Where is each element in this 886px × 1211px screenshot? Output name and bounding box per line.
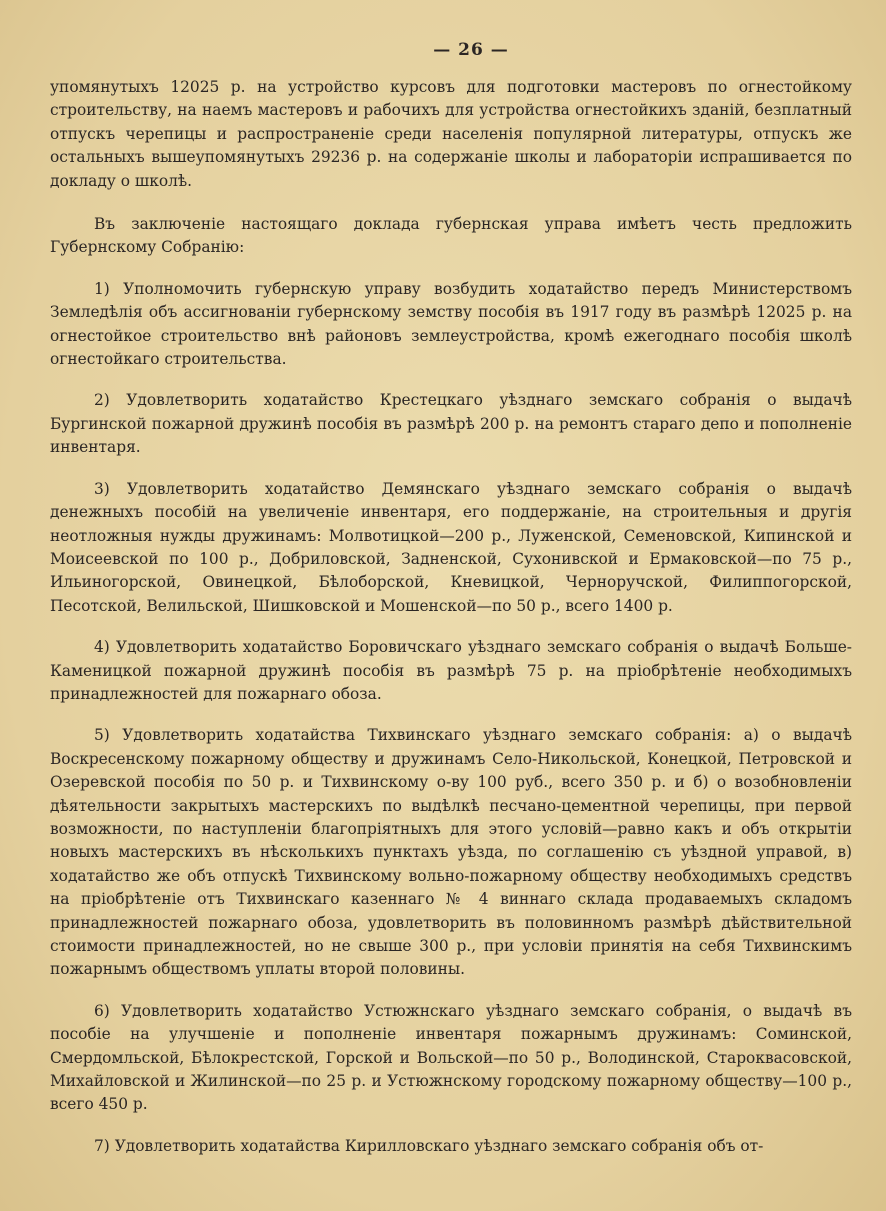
paragraph-item-5: 5) Удовлетворить ходатайства Тихвинскаго уѣзднаго земскаго собранія: а) о выдачѣ Воскресенскому пожарному обществу и дружинамъ Село-Никольской, Конецкой, Петровской и Озеревской пособія по 50 р. и Тихвинскому о-ву 100 руб., всего 350 р. и б) о возобновленіи дѣятельности закрытыхъ мастерскихъ по выдѣлкѣ песчано-цементной черепицы, при первой возможности, по наступленіи благопріятныхъ для этого условій—равно какъ и объ открытіи новыхъ мастерскихъ въ нѣсколькихъ пунктахъ уѣзда, по соглашенію съ уѣздной управой, в) ходатайство же объ отпускѣ Тихвинскому вольно-пожарному обществу необходимыхъ средствъ на пріобрѣтеніе отъ Тихвинскаго казеннаго № 4 виннаго склада продаваемыхъ складомъ принадлежностей пожарнаго обоза, удовлетворить въ половинномъ размѣрѣ дѣйствительной стоимости принадлежностей, но не свыше 300 р., при условіи принятія на себя Тихвинскимъ пожарнымъ обществомъ уплаты второй половины. — [50, 726, 852, 979]
paragraph-item-4: 4) Удовлетворить ходатайство Боровичскаго уѣзднаго земскаго собранія о выдачѣ Больше-Каменицкой пожарной дружинѣ пособія въ размѣрѣ 75 р. на пріобрѣтеніе необходимыхъ принадлежностей для пожарнаго обоза. — [50, 638, 852, 703]
paragraph-item-3: 3) Удовлетворить ходатайство Демянскаго уѣзднаго земскаго собранія о выдачѣ денежныхъ пособій на увеличеніе инвентаря, его поддержаніе, на строительныя и другія неотложныя нужды дружинамъ: Молвотицкой—200 р., Луженской, Семеновской, Кипинской и Моисеевской по 100 р., Добриловской, Задненской, Сухонивской и Ермаковской—по 75 р., Ильиногорской, Овинецкой, Бѣлоборской, Кневицкой, Черноручской, Филиппогорской, Песотской, Велильской, Шишковской и Мошенской—по 50 р., всего 1400 р. — [50, 479, 852, 615]
paragraph-conclusion: Въ заключеніе настоящаго доклада губернская управа имѣетъ честь предложить Губернскому Собранію: — [50, 215, 852, 257]
paragraph-item-1: 1) Уполномочить губернскую управу возбудить ходатайство передъ Министерствомъ Земледѣлія объ ассигнованіи губернскому земству пособія въ 1917 году въ размѣрѣ 12025 р. на огнестойкое строительство внѣ районовъ землеустройства, кромѣ ежегоднаго пособія школѣ огнестойкаго строительства. — [50, 279, 852, 369]
paragraph-continuation: упомянутыхъ 12025 р. на устройство курсовъ для подготовки мастеровъ по огнестойкому строительству, на наемъ мастеровъ и рабочихъ для устройства огнестойкихъ зданій, безплатный отпускъ черепицы и распространеніе среди населенія популярной литературы, отпускъ же остальныхъ вышеупомянутыхъ 29236 р. на содержаніе школы и лабораторіи испрашивается по докладу о школѣ. — [50, 78, 852, 190]
paragraph-item-6: 6) Удовлетворить ходатайство Устюжнскаго уѣзднаго земскаго собранія, о выдачѣ въ пособіе на улучшеніе и пополненіе инвентаря пожарнымъ дружинамъ: Соминской, Смердомльской, Бѣлокрестской, Горской и Вольской—по 50 р., Володинской, Староквасовской, Михайловской и Жилинской—по 25 р. и Устюжнскому городскому пожарному обществу—100 р., всего 450 р. — [50, 1001, 852, 1114]
page-number: — 26 — — [433, 40, 509, 60]
paragraph-item-2: 2) Удовлетворить ходатайство Крестецкаго уѣзднаго земскаго собранія о выдачѣ Бургинской пожарной дружинѣ пособія въ размѣрѣ 200 р. на ремонтъ стараго депо и пополненіе инвентаря. — [50, 391, 852, 457]
paragraph-item-7: 7) Удовлетворить ходатайства Кирилловскаго уѣзднаго земскаго собранія объ от- — [94, 1136, 764, 1155]
